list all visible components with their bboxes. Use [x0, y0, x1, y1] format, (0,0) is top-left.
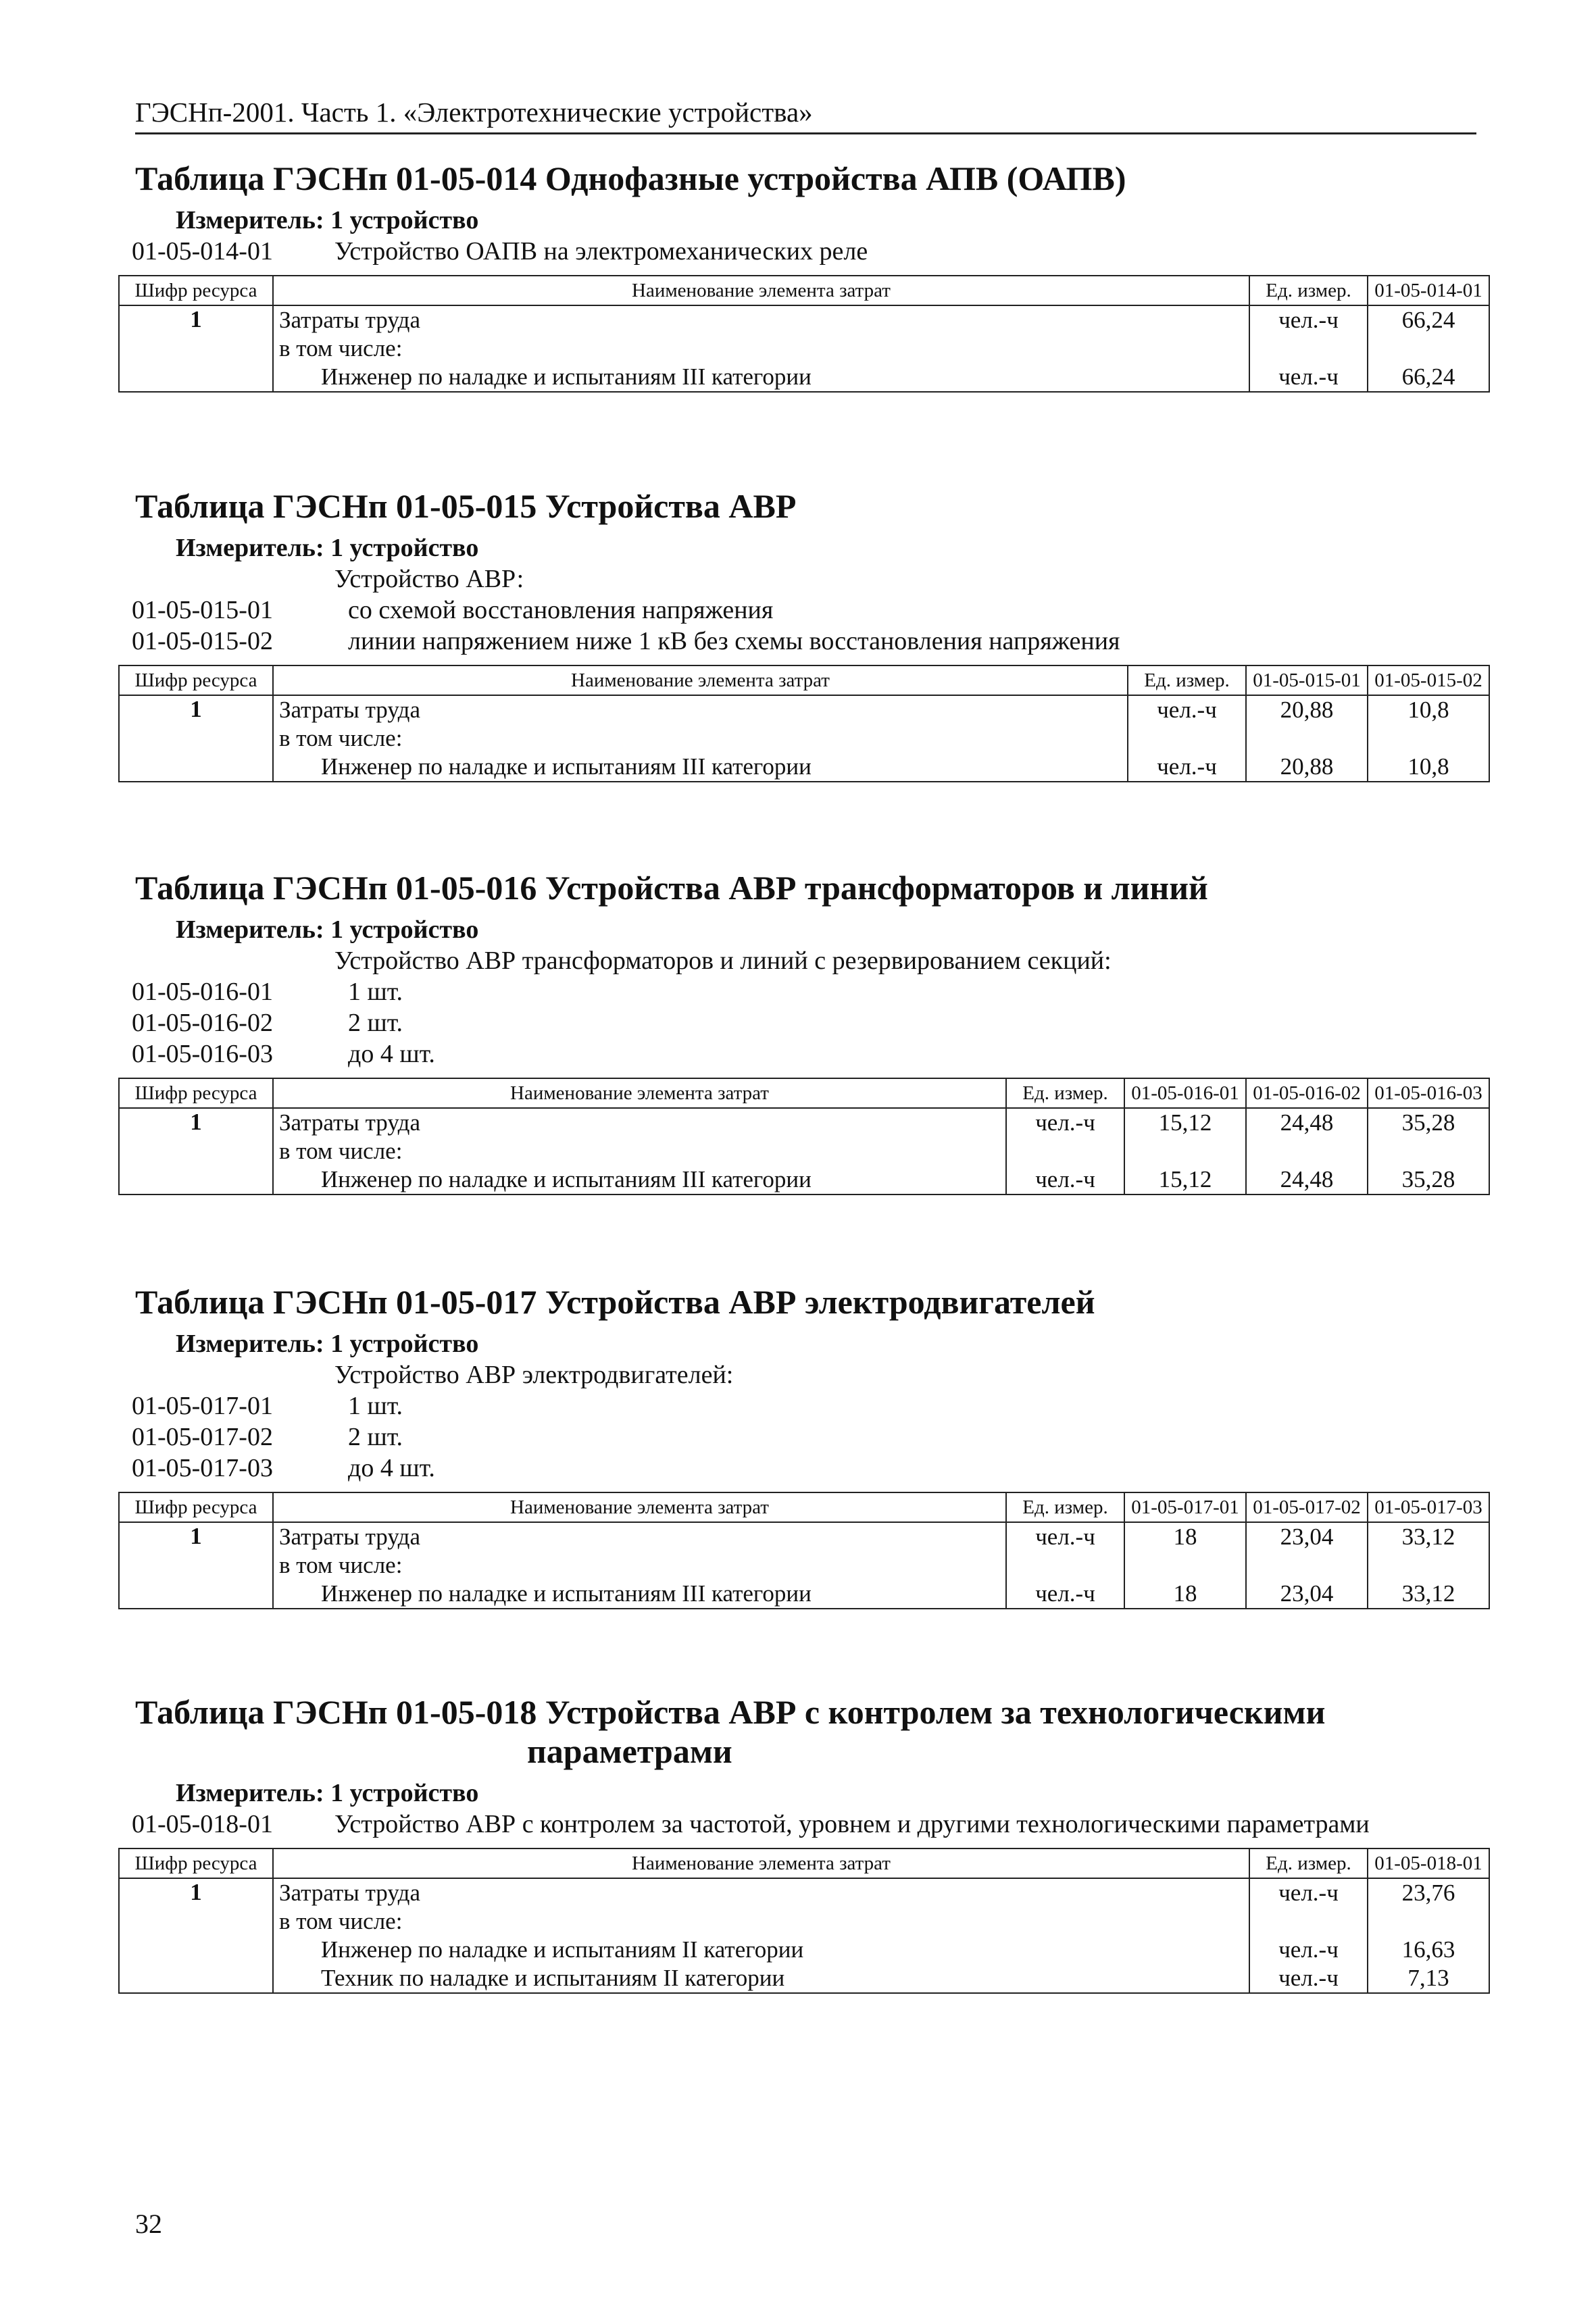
norm-section — [118, 1692, 1490, 1994]
norm-table — [118, 1848, 1490, 1994]
spec-code: 01-05-016-01 — [132, 978, 273, 1006]
section-title — [135, 159, 1490, 198]
spec-desc: 1 шт. — [348, 978, 403, 1006]
section-title — [135, 1282, 1490, 1322]
unit-value — [1255, 334, 1362, 363]
cost-element-name: Затраты труда — [279, 1109, 420, 1136]
norm-value: 10,8 — [1407, 753, 1449, 780]
table-header-row — [119, 1078, 1489, 1108]
col-unit-header: Ед. измер. — [1006, 1078, 1124, 1108]
norm-value — [1130, 1551, 1240, 1580]
col-resource-header: Шифр ресурса — [119, 665, 273, 695]
unit-value — [1012, 1551, 1118, 1580]
unit-cell — [1128, 695, 1246, 782]
norm-value: 24,48 — [1280, 1166, 1334, 1192]
cost-element-name: в том числе: — [279, 1552, 403, 1578]
table-header-row — [119, 665, 1489, 695]
resource-cell — [119, 305, 273, 392]
cost-element-name: Затраты труда — [279, 1880, 420, 1906]
col-unit-header: Ед. измер. — [1006, 1492, 1124, 1522]
norm-section — [118, 486, 1490, 782]
unit-cell — [1249, 1878, 1368, 1993]
norm-value: 20,88 — [1280, 697, 1334, 723]
col-code-header: 01-05-014-01 — [1368, 276, 1489, 305]
section-title — [135, 868, 1490, 907]
name-cell — [273, 305, 1249, 392]
resource-code: 1 — [190, 306, 202, 332]
spec-group — [118, 945, 1490, 976]
unit-value — [1255, 1907, 1362, 1936]
norm-value: 66,24 — [1401, 307, 1455, 333]
spec-desc: до 4 шт. — [348, 1454, 435, 1482]
resource-cell — [119, 695, 273, 782]
section-title — [135, 486, 1490, 526]
col-code-header: 01-05-015-02 — [1368, 665, 1489, 695]
col-unit-header: Ед. измер. — [1249, 1848, 1368, 1878]
cost-element-name: в том числе: — [279, 1908, 403, 1934]
norm-value: 35,28 — [1401, 1166, 1455, 1192]
table-row — [119, 1108, 1489, 1194]
col-code-header: 01-05-018-01 — [1368, 1848, 1489, 1878]
value-cell — [1368, 1522, 1489, 1609]
spec-item — [118, 1453, 1490, 1484]
spec-code: 01-05-015-01 — [132, 596, 273, 624]
value-cell — [1368, 695, 1489, 782]
measure-unit: Измеритель: 1 устройство — [176, 534, 479, 562]
section-title-line: параметрами — [527, 1732, 732, 1770]
unit-value: чел.-ч — [1278, 1936, 1339, 1963]
running-header: ГЭСНп-2001. Часть 1. «Электротехнические устройства» — [135, 96, 1476, 134]
name-cell — [273, 695, 1128, 782]
unit-value — [1012, 1137, 1118, 1165]
spec-code: 01-05-014-01 — [132, 237, 273, 266]
col-resource-header: Шифр ресурса — [119, 276, 273, 305]
col-code-header: 01-05-017-01 — [1124, 1492, 1246, 1522]
cost-element-name: в том числе: — [279, 335, 403, 361]
norm-value: 15,12 — [1158, 1109, 1212, 1136]
col-resource-header: Шифр ресурса — [119, 1078, 273, 1108]
norm-section — [118, 159, 1490, 393]
resource-cell — [119, 1522, 273, 1609]
norm-table — [118, 665, 1490, 782]
norm-table — [118, 1078, 1490, 1195]
unit-value: чел.-ч — [1035, 1524, 1095, 1550]
norm-value — [1252, 724, 1362, 753]
col-name-header: Наименование элемента затрат — [273, 1078, 1006, 1108]
spec-code: 01-05-015-02 — [132, 627, 273, 655]
cost-element-name: Инженер по наладке и испытаниям III категории — [321, 753, 812, 780]
spec-desc: со схемой восстановления напряжения — [348, 596, 774, 624]
cost-element-name: Затраты труда — [279, 1524, 420, 1550]
spec-item — [118, 595, 1490, 626]
table-row — [119, 305, 1489, 392]
unit-value: чел.-ч — [1035, 1580, 1095, 1607]
table-header-row — [119, 276, 1489, 305]
name-cell — [273, 1522, 1006, 1609]
section-title-line: Таблица ГЭСНп 01-05-014 Однофазные устройства АПВ (ОАПВ) — [135, 159, 1126, 197]
col-name-header: Наименование элемента затрат — [273, 1492, 1006, 1522]
unit-value: чел.-ч — [1157, 697, 1217, 723]
spec-code — [118, 1359, 334, 1390]
table-header-row — [119, 1492, 1489, 1522]
resource-cell — [119, 1108, 273, 1194]
measure-unit: Измеритель: 1 устройство — [176, 1330, 479, 1358]
unit-value: чел.-ч — [1035, 1109, 1095, 1136]
measure-unit: Измеритель: 1 устройство — [176, 1779, 479, 1807]
resource-code: 1 — [190, 1879, 202, 1905]
spec-code: 01-05-018-01 — [132, 1810, 273, 1838]
cost-element-name: Техник по наладке и испытаниям II категории — [321, 1965, 785, 1991]
spec-desc: Устройство ОАПВ на электромеханических реле — [334, 237, 868, 266]
section-title-line: Таблица ГЭСНп 01-05-016 Устройства АВР трансформаторов и линий — [135, 869, 1208, 907]
norm-table — [118, 275, 1490, 393]
spec-item — [118, 626, 1490, 657]
spec-desc: линии напряжением ниже 1 кВ без схемы восстановления напряжения — [348, 627, 1120, 655]
table-header-row — [119, 1848, 1489, 1878]
norm-value: 66,24 — [1401, 363, 1455, 390]
table-row — [119, 1522, 1489, 1609]
unit-value: чел.-ч — [1278, 1965, 1339, 1991]
spec-desc: 2 шт. — [348, 1009, 403, 1037]
norm-value: 33,12 — [1401, 1524, 1455, 1550]
norm-value — [1252, 1137, 1362, 1165]
value-cell — [1246, 1108, 1368, 1194]
resource-code: 1 — [190, 1109, 202, 1135]
norm-value: 16,63 — [1401, 1936, 1455, 1963]
cost-element-name: Инженер по наладке и испытаниям II категории — [321, 1936, 804, 1963]
cost-element-name: Затраты труда — [279, 697, 420, 723]
col-name-header: Наименование элемента затрат — [273, 665, 1128, 695]
norm-value — [1130, 1137, 1240, 1165]
norm-value: 35,28 — [1401, 1109, 1455, 1136]
spec-group — [118, 1359, 1490, 1390]
unit-value: чел.-ч — [1035, 1166, 1095, 1192]
value-cell — [1368, 1108, 1489, 1194]
col-name-header: Наименование элемента затрат — [273, 276, 1249, 305]
spec-code: 01-05-016-02 — [132, 1009, 273, 1037]
norm-value: 10,8 — [1407, 697, 1449, 723]
spec-desc: 2 шт. — [348, 1423, 403, 1451]
value-cell — [1246, 695, 1368, 782]
unit-value: чел.-ч — [1157, 753, 1217, 780]
value-cell — [1124, 1108, 1246, 1194]
norm-table — [118, 1492, 1490, 1609]
spec-item — [118, 976, 1490, 1007]
col-code-header: 01-05-017-03 — [1368, 1492, 1489, 1522]
section-title-line: Таблица ГЭСНп 01-05-015 Устройства АВР — [135, 487, 797, 525]
spec-group — [118, 563, 1490, 595]
norm-value: 18 — [1173, 1580, 1197, 1607]
spec-desc: до 4 шт. — [348, 1040, 435, 1068]
spec-item — [118, 1422, 1490, 1453]
page-number: 32 — [135, 2209, 162, 2239]
measure-unit: Измеритель: 1 устройство — [176, 915, 479, 944]
cost-element-name: Инженер по наладке и испытаниям III категории — [321, 363, 812, 390]
cost-element-name: Инженер по наладке и испытаниям III категории — [321, 1166, 812, 1192]
unit-value: чел.-ч — [1278, 363, 1339, 390]
norm-section — [118, 868, 1490, 1195]
spec-desc: Устройство АВР с контролем за частотой, уровнем и другими технологическими параметрами — [334, 1810, 1370, 1838]
cost-element-name: в том числе: — [279, 1138, 403, 1164]
value-cell — [1368, 1878, 1489, 1993]
resource-cell — [119, 1878, 273, 1993]
unit-value: чел.-ч — [1278, 307, 1339, 333]
norm-value — [1374, 724, 1483, 753]
norm-value: 24,48 — [1280, 1109, 1334, 1136]
value-cell — [1124, 1522, 1246, 1609]
norm-value — [1252, 1551, 1362, 1580]
resource-code: 1 — [190, 696, 202, 722]
section-title — [135, 1692, 1490, 1771]
table-row — [119, 695, 1489, 782]
col-resource-header: Шифр ресурса — [119, 1848, 273, 1878]
spec-item — [118, 1390, 1490, 1422]
cost-element-name: в том числе: — [279, 725, 403, 751]
norm-value: 20,88 — [1280, 753, 1334, 780]
value-cell — [1246, 1522, 1368, 1609]
name-cell — [273, 1108, 1006, 1194]
col-name-header: Наименование элемента затрат — [273, 1848, 1249, 1878]
unit-value — [1134, 724, 1240, 753]
norm-value: 18 — [1173, 1524, 1197, 1550]
norm-value — [1374, 1907, 1483, 1936]
section-title-line: Таблица ГЭСНп 01-05-018 Устройства АВР с контролем за технологическими — [135, 1693, 1326, 1731]
col-code-header: 01-05-017-02 — [1246, 1492, 1368, 1522]
measure-unit: Измеритель: 1 устройство — [176, 206, 479, 234]
value-cell — [1368, 305, 1489, 392]
norm-value: 7,13 — [1407, 1965, 1449, 1991]
resource-code: 1 — [190, 1523, 202, 1549]
cost-element-name: Инженер по наладке и испытаниям III категории — [321, 1580, 812, 1607]
spec-group-label: Устройство АВР: — [334, 565, 524, 593]
unit-cell — [1249, 305, 1368, 392]
unit-value: чел.-ч — [1278, 1880, 1339, 1906]
col-code-header: 01-05-015-01 — [1246, 665, 1368, 695]
col-unit-header: Ед. измер. — [1249, 276, 1368, 305]
spec-group-label: Устройство АВР трансформаторов и линий с резервированием секций: — [334, 947, 1112, 975]
norm-value: 23,76 — [1401, 1880, 1455, 1906]
norm-section — [118, 1282, 1490, 1609]
norm-value — [1374, 1551, 1483, 1580]
spec-code — [118, 945, 334, 976]
spec-desc: 1 шт. — [348, 1392, 403, 1420]
norm-value: 15,12 — [1158, 1166, 1212, 1192]
norm-value: 23,04 — [1280, 1524, 1334, 1550]
col-code-header: 01-05-016-02 — [1246, 1078, 1368, 1108]
norm-value — [1374, 1137, 1483, 1165]
name-cell — [273, 1878, 1249, 1993]
spec-item — [118, 1007, 1490, 1038]
norm-value: 23,04 — [1280, 1580, 1334, 1607]
col-code-header: 01-05-016-03 — [1368, 1078, 1489, 1108]
spec-item — [118, 236, 1490, 267]
norm-value: 33,12 — [1401, 1580, 1455, 1607]
spec-code — [118, 563, 334, 595]
spec-code: 01-05-017-02 — [132, 1423, 273, 1451]
spec-group-label: Устройство АВР электродвигателей: — [334, 1361, 734, 1389]
spec-item — [118, 1038, 1490, 1070]
col-resource-header: Шифр ресурса — [119, 1492, 273, 1522]
unit-cell — [1006, 1108, 1124, 1194]
col-code-header: 01-05-016-01 — [1124, 1078, 1246, 1108]
spec-code: 01-05-017-03 — [132, 1454, 273, 1482]
spec-item — [118, 1809, 1490, 1840]
col-unit-header: Ед. измер. — [1128, 665, 1246, 695]
table-row — [119, 1878, 1489, 1993]
unit-cell — [1006, 1522, 1124, 1609]
spec-code: 01-05-017-01 — [132, 1392, 273, 1420]
section-title-line: Таблица ГЭСНп 01-05-017 Устройства АВР электродвигателей — [135, 1283, 1095, 1321]
norm-value — [1374, 334, 1483, 363]
spec-code: 01-05-016-03 — [132, 1040, 273, 1068]
cost-element-name: Затраты труда — [279, 307, 420, 333]
